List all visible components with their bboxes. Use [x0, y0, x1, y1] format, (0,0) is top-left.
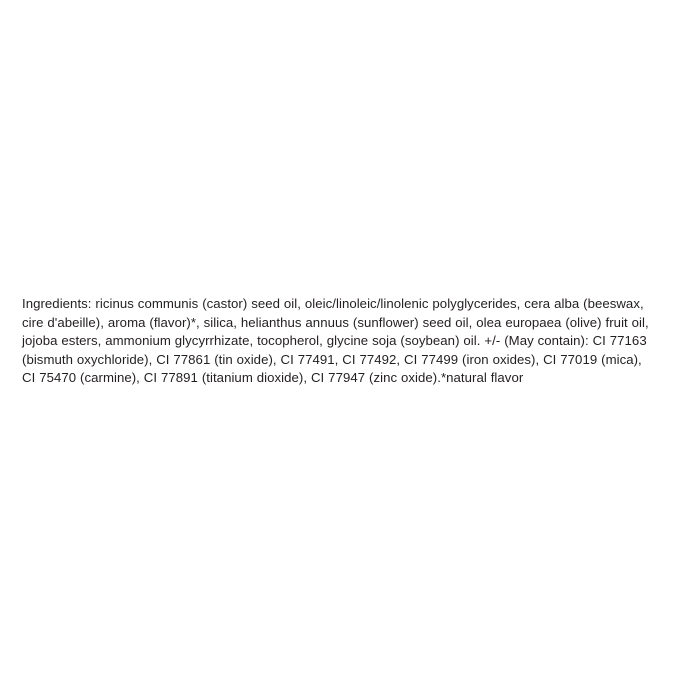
ingredients-block — [22, 295, 658, 388]
ingredients-paragraph: Ingredients: ricinus communis (castor) seed oil, oleic/linoleic/linolenic polyglycerides, cera alba (beeswax, cire d'abeille), aroma (flavor)*, silica, helianthus annuus (sunflower) seed oil, olea europaea (olive) fruit oil, jojoba esters, ammonium glycyrrhizate, tocopherol, glycine soja (soybean) oil. +/- (May contain): CI 77163 (bismuth oxychloride), CI 77861 (tin oxide), CI 77491, CI 77492, CI 77499 (iron oxides), CI 77019 (mica), CI 75470 (carmine), CI 77891 (titanium dioxide), CI 77947 (zinc oxide).*natural flavor — [22, 296, 649, 386]
